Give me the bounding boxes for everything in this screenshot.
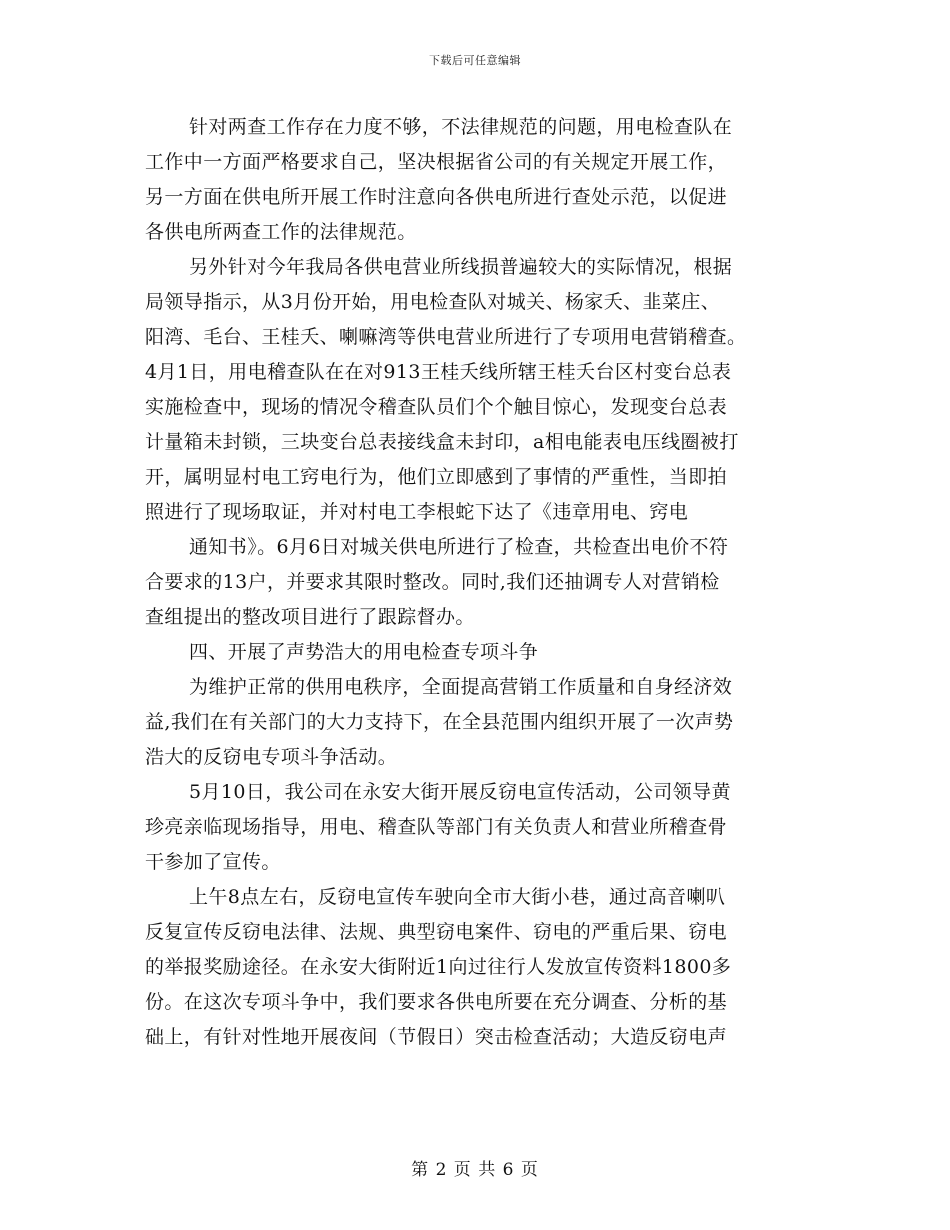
text-line: 开，属明显村电工窍电行为，他们立即感到了事情的严重性，当即拍 xyxy=(145,466,728,488)
text-line: 为维护正常的供用电秩序，全面提高营销工作质量和自身经济效 xyxy=(189,676,733,698)
text-line: 阳湾、毛台、王桂夭、喇嘛湾等供电营业所进行了专项用电营销稽查。 xyxy=(145,326,747,348)
text-line: 4月1日，用电稽查队在在对913王桂夭线所辖王桂夭台区村变台总表 xyxy=(145,361,732,383)
page-footer: 第 2 页 共 6 页 xyxy=(411,1160,539,1180)
text-line: 计量箱未封锁，三块变台总表接线盒未封印，a相电能表电压线圈被打 xyxy=(145,431,739,453)
text-line: 通知书》。6月6日对城关供电所进行了检查，共检查出电价不符 xyxy=(189,536,729,558)
text-line: 反复宣传反窃电法律、法规、典型窃电案件、窃电的严重后果、窃电 xyxy=(145,921,728,943)
text-line: 5月10日，我公司在永安大街开展反窃电宣传活动，公司领导黄 xyxy=(189,781,731,803)
text-line: 益,我们在有关部门的大力支持下，在全县范围内组织开展了一次声势 xyxy=(145,711,734,733)
text-line: 珍亮亲临现场指导，用电、稽查队等部门有关负责人和营业所稽查骨 xyxy=(145,816,728,838)
text-line: 份。在这次专项斗争中，我们要求各供电所要在充分调查、分析的基 xyxy=(145,991,728,1013)
text-line: 浩大的反窃电专项斗争活动。 xyxy=(145,746,398,768)
document-body xyxy=(145,110,800,1055)
text-line: 另一方面在供电所开展工作时注意向各供电所进行查处示范，以促进 xyxy=(145,186,728,208)
text-line: 合要求的13户，并要求其限时整改。同时,我们还抽调专人对营销检 xyxy=(145,571,720,593)
text-line: 实施检查中，现场的情况令稽查队员们个个触目惊心，发现变台总表 xyxy=(145,396,728,418)
text-line: 针对两查工作存在力度不够，不法律规范的问题，用电检查队在 xyxy=(189,116,733,138)
page-header: 下载后可任意编辑 xyxy=(429,54,521,67)
text-line: 的举报奖励途径。在永安大街附近1向过往行人发放宣传资料1800多 xyxy=(145,956,732,978)
text-line: 上午8点左右，反窃电宣传车驶向全市大街小巷，通过高音喇叭 xyxy=(189,886,726,908)
text-line: 照进行了现场取证，并对村电工李根蛇下达了《违章用电、窍电 xyxy=(145,501,689,523)
text-line: 局领导指示，从3月份开始，用电检查队对城关、杨家夭、韭菜庄、 xyxy=(145,291,721,313)
text-line: 工作中一方面严格要求自己，坚决根据省公司的有关规定开展工作， xyxy=(145,151,728,173)
text-line: 干参加了宣传。 xyxy=(145,851,281,873)
section-heading: 四、开展了声势浩大的用电检查专项斗争 xyxy=(189,641,539,663)
text-line: 另外针对今年我局各供电营业所线损普遍较大的实际情况，根据 xyxy=(189,256,733,278)
text-line: 础上，有针对性地开展夜间（节假日）突击检查活动；大造反窃电声 xyxy=(145,1026,728,1048)
text-line: 各供电所两查工作的法律规范。 xyxy=(145,221,417,243)
text-line: 查组提出的整改项目进行了跟踪督办。 xyxy=(145,606,475,628)
